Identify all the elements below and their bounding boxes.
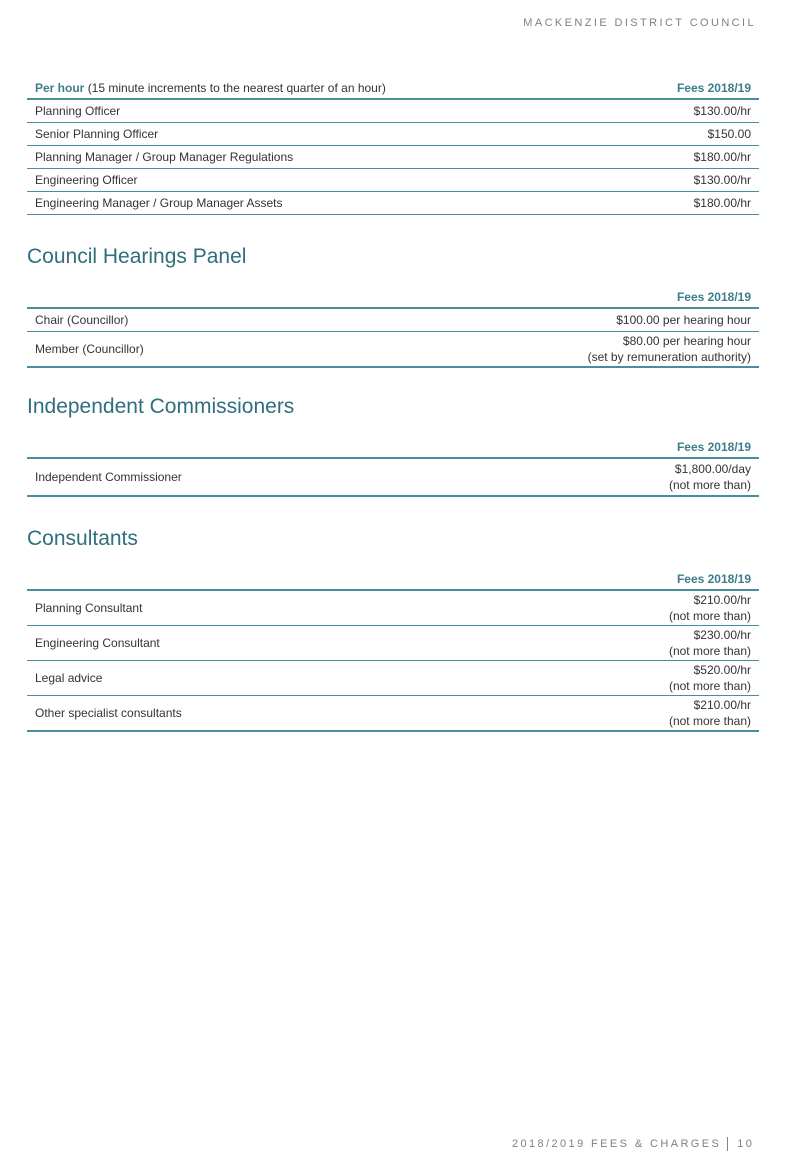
fee-value: $180.00/hr (615, 145, 759, 168)
table-header-row (27, 568, 759, 590)
role-label: Engineering Manager / Group Manager Assets (27, 191, 615, 214)
fee-note: (not more than) (668, 478, 751, 492)
role-label: Independent Commissioner (27, 458, 484, 496)
table-header-row (27, 77, 759, 99)
role-label: Planning Officer (27, 99, 615, 122)
document-header: MACKENZIE DISTRICT COUNCIL (523, 17, 756, 29)
fee-note: (set by remuneration authority) (587, 349, 751, 364)
role-label: Planning Consultant (27, 590, 484, 626)
section-title-commissioners: Independent Commissioners (27, 395, 295, 418)
fee-amount: $80.00 per hearing hour (622, 333, 751, 348)
fee-note: (not more than) (668, 644, 751, 658)
table-row (27, 626, 759, 661)
fee-value: $100.00 per hearing hour (327, 308, 759, 331)
fee-amount: $520.00/hr (693, 663, 751, 677)
table-row (27, 168, 759, 191)
table-row (27, 308, 759, 331)
table-row (27, 331, 759, 367)
fees-column-header: Fees 2018/19 (484, 568, 759, 590)
fee-amount: $230.00/hr (693, 628, 751, 642)
table-row (27, 122, 759, 145)
page-number: 10 (737, 1137, 755, 1150)
table-row (27, 696, 759, 732)
fee-note: (not more than) (668, 679, 751, 693)
role-label: Chair (Councillor) (27, 308, 327, 331)
footer-divider (727, 1137, 728, 1151)
per-hour-heading-bold: Per hour (35, 80, 85, 95)
consultants-fees-table (27, 568, 759, 732)
fee-amount: $210.00/hr (693, 698, 751, 712)
table-row (27, 99, 759, 122)
fees-column-header: Fees 2018/19 (327, 286, 759, 308)
fee-value: $150.00 (615, 122, 759, 145)
commissioners-fees-table (27, 436, 759, 497)
per-hour-fees-table (27, 77, 759, 215)
fee-value (484, 458, 759, 496)
fees-column-header: Fees 2018/19 (615, 77, 759, 99)
section-title-hearings: Council Hearings Panel (27, 245, 247, 268)
role-label: Senior Planning Officer (27, 122, 615, 145)
table-row (27, 145, 759, 168)
fees-column-header: Fees 2018/19 (484, 436, 759, 458)
fee-value: $130.00/hr (615, 99, 759, 122)
fee-value: $180.00/hr (615, 191, 759, 214)
fee-amount: $210.00/hr (693, 593, 751, 607)
fee-value (484, 661, 759, 696)
role-label: Planning Manager / Group Manager Regulations (27, 145, 615, 168)
fee-amount: $1,800.00/day (674, 462, 751, 476)
table-row (27, 458, 759, 496)
role-label: Other specialist consultants (27, 696, 484, 732)
fee-value (484, 590, 759, 626)
document-footer (512, 1137, 754, 1151)
fee-value (484, 626, 759, 661)
fee-note: (not more than) (668, 609, 751, 623)
role-label: Engineering Consultant (27, 626, 484, 661)
section-title-consultants: Consultants (27, 527, 138, 550)
table-row (27, 191, 759, 214)
per-hour-heading (27, 77, 615, 99)
fee-note: (not more than) (668, 714, 751, 728)
fee-value (327, 331, 759, 367)
table-row (27, 661, 759, 696)
fee-value: $130.00/hr (615, 168, 759, 191)
table-header-row (27, 286, 759, 308)
footer-title: 2018/2019 FEES & CHARGES (512, 1137, 722, 1150)
role-label: Member (Councillor) (27, 331, 327, 367)
table-row (27, 590, 759, 626)
table-header-row (27, 436, 759, 458)
role-label: Engineering Officer (27, 168, 615, 191)
fee-value (484, 696, 759, 732)
role-label: Legal advice (27, 661, 484, 696)
per-hour-heading-note: (15 minute increments to the nearest quarter of an hour) (87, 80, 386, 95)
hearings-fees-table (27, 286, 759, 368)
